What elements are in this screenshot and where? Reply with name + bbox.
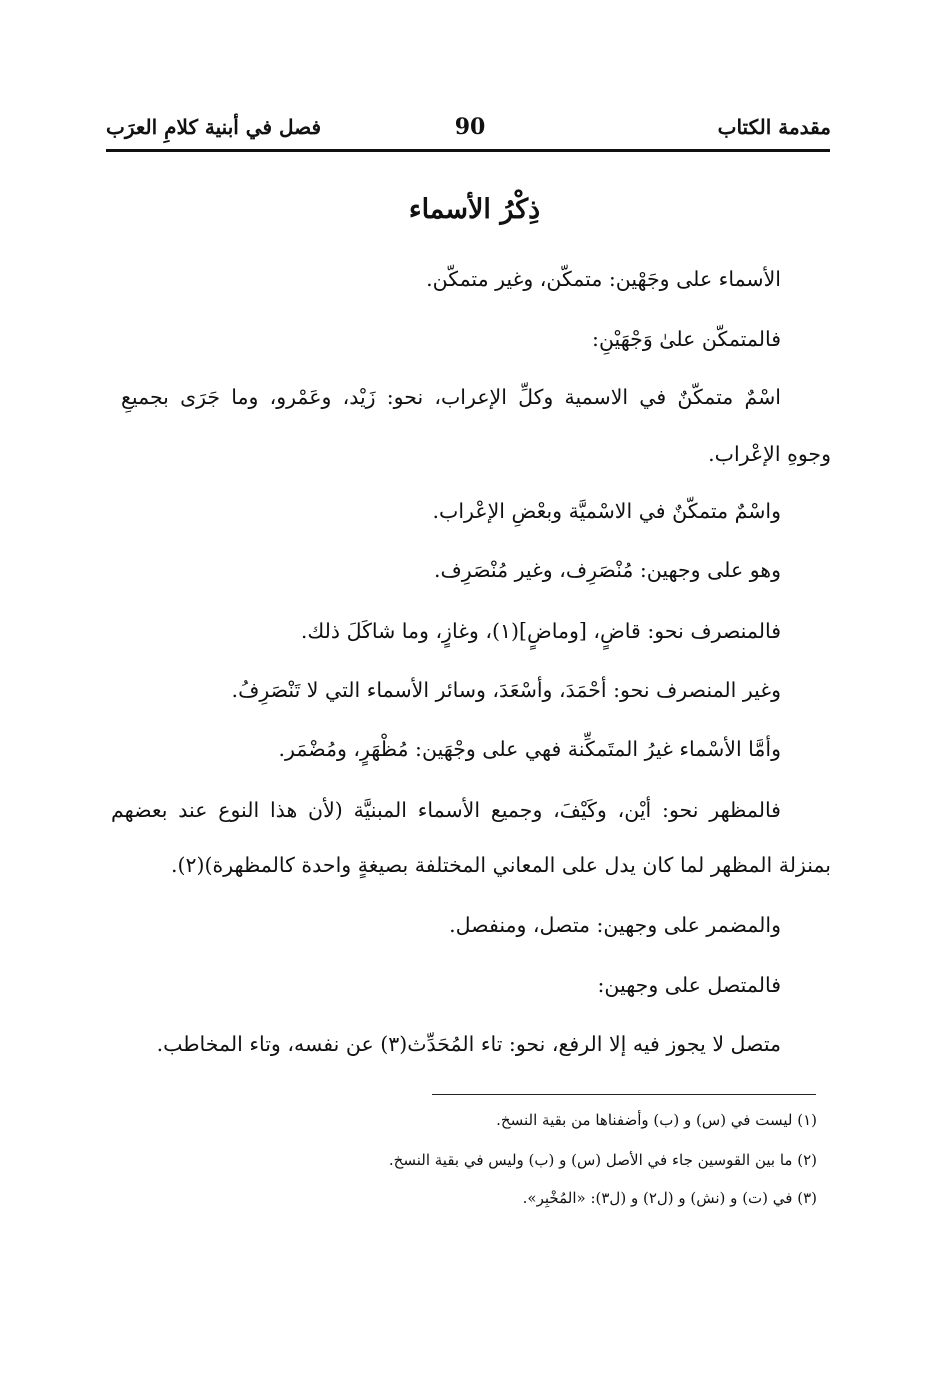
body-line: الأسماء على وجَهْين: متمكّن، وغير متمكّن. [426, 267, 781, 291]
footnote: (٢) ما بين القوسين جاء في الأصل (س) و (ب) وليس في بقية النسخ. [388, 1151, 817, 1169]
body-line: بمنزلة المظهر لما كان يدل على المعاني المختلفة بصيغةٍ واحدة كالمظهرة)(٢). [170, 853, 831, 877]
body-line: فالمنصرف نحو: قاضٍ، [وماضٍ](١)، وغازٍ، وما شاكَلَ ذلك. [300, 619, 781, 643]
body-line: فالمتمكّن علىٰ وَجْهَيْنِ: [592, 327, 781, 351]
running-header-book-title: مقدمة الكتاب [717, 115, 831, 139]
running-header-chapter-title: فصل في أبنية كلامِ العرَب [106, 115, 322, 139]
body-line: وهو على وجهين: مُنْصَرِف، وغير مُنْصَرِف. [434, 558, 781, 582]
footnote: (١) ليست في (س) و (ب) وأضفناها من بقية النسخ. [496, 1111, 817, 1129]
body-line: وجوهِ الإعْراب. [708, 442, 831, 466]
body-line: والمضمر على وجهين: متصل، ومنفصل. [449, 913, 781, 937]
footnote: (٣) في (ت) و (نش) و (ل٢) و (ل٣): «المُخْبِر». [522, 1189, 817, 1207]
footnote-rule [432, 1094, 816, 1095]
page-number: 90 [454, 114, 486, 140]
header-rule [106, 149, 830, 152]
body-line: وأمَّا الأسْماء غيرُ المتَمكِّنة فهي على وجْهَين: مُظْهَرٍ، ومُضْمَر. [278, 737, 781, 761]
section-title: ذِكْرُ الأسماء [408, 194, 541, 225]
body-line: فالمتصل على وجهين: [597, 973, 781, 997]
body-line: وغير المنصرف نحو: أحْمَدَ، وأسْعَدَ، وسائر الأسماء التي لا تَنْصَرِفُ. [231, 678, 781, 702]
body-line: فالمظهر نحو: أيْن، وكَيْفَ، وجميع الأسماء المبنيَّة (لأن هذا النوع عند بعضهم [111, 798, 781, 822]
body-line: اسْمٌ متمكّنٌ في الاسمية وكلِّ الإعراب، نحو: زَيْد، وعَمْرو، وما جَرَى بجميعِ [121, 385, 781, 409]
body-line: واسْمٌ متمكّنٌ في الاسْميَّة وبعْضِ الإعْراب. [432, 499, 781, 523]
body-line: متصل لا يجوز فيه إلا الرفع، نحو: تاء المُحَدِّث(٣) عن نفسه، وتاء المخاطب. [156, 1032, 781, 1056]
